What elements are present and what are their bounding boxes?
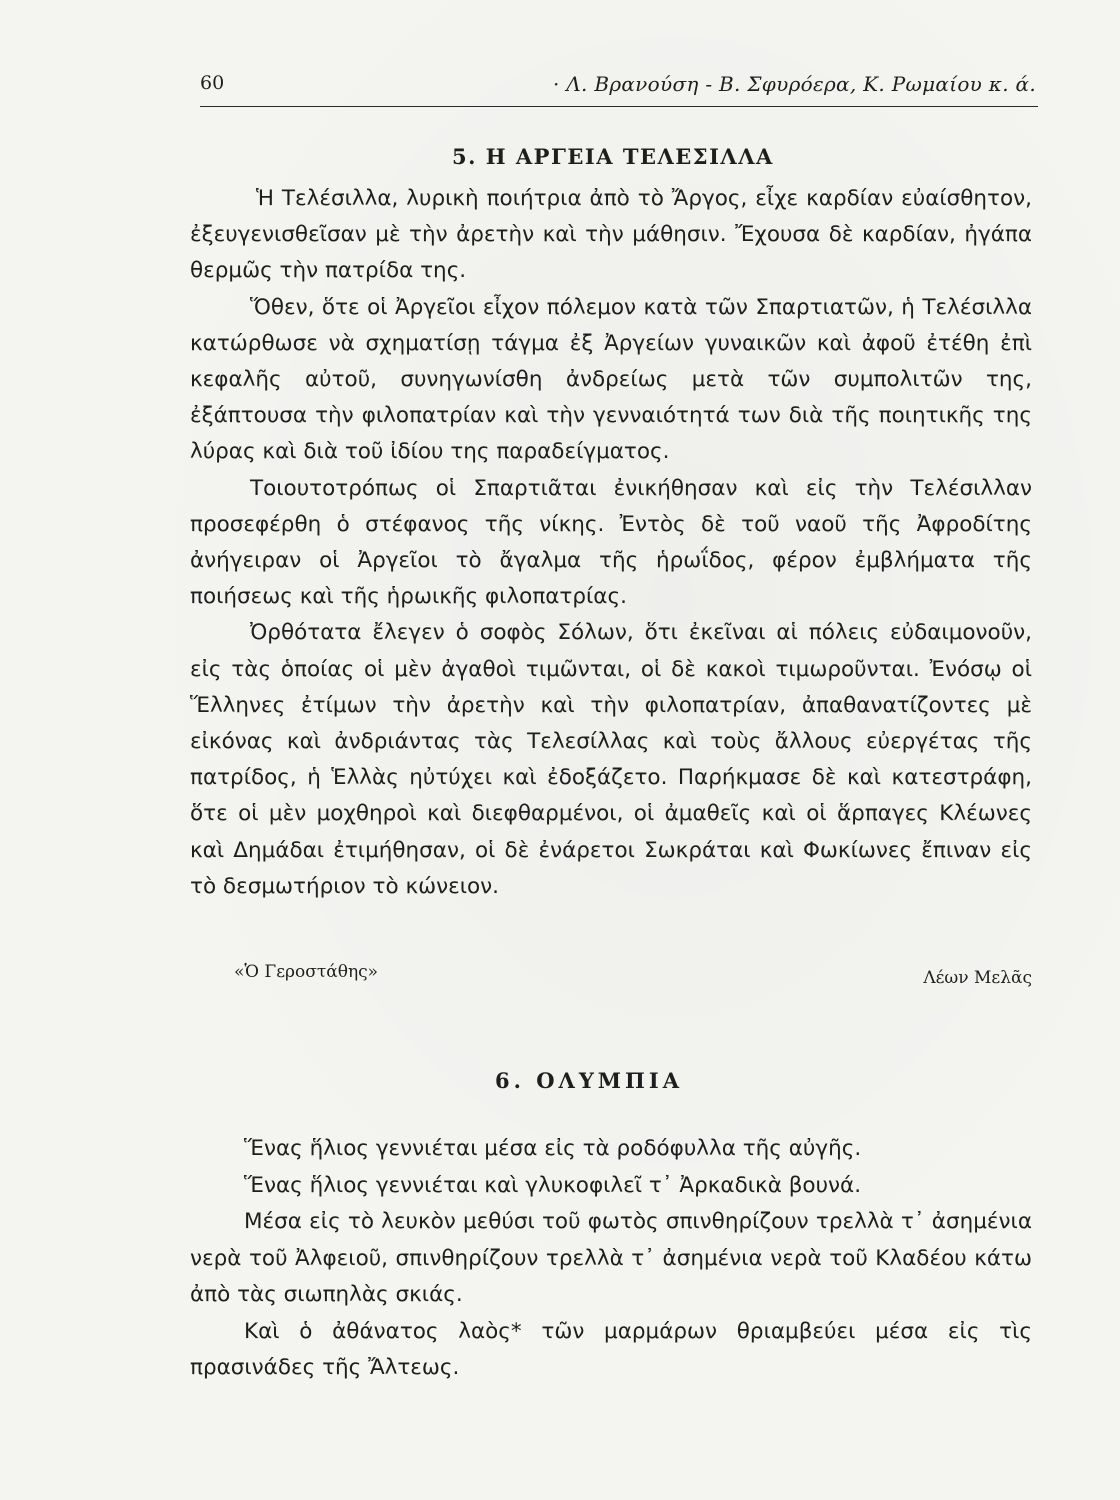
section-body-telesilla — [190, 181, 1032, 905]
source-title: «Ὁ Γεροστάθης» — [234, 962, 379, 982]
author-name: Λέων Μελᾶς — [923, 968, 1032, 988]
paragraph: Τοιουτοτρόπως οἱ Σπαρτιᾶται ἐνικήθησαν καὶ εἰς τὴν Τελέσιλλαν προσεφέρθη ὁ στέφανος τῆς νίκης. Ἐντὸς δὲ τοῦ ναοῦ τῆς Ἀφροδίτης ἀνήγειραν οἱ Ἀργεῖοι τὸ ἄγαλμα τῆς ἡρωΐδος, φέρον ἐμβλήματα τῆς ποιήσεως καὶ τῆς ἡρωικῆς φιλοπατρίας. — [190, 475, 1032, 610]
paragraph: Ὅθεν, ὅτε οἱ Ἀργεῖοι εἶχον πόλεμον κατὰ τῶν Σπαρτιατῶν, ἡ Τελέσιλλα κατώρθωσε νὰ σχηματίσῃ τάγμα ἐξ Ἀργείων γυναικῶν καὶ ἀφοῦ ἐτέθη ἐπὶ κεφαλῆς αὐτοῦ, συνηγωνίσθη ἀνδρείως μετὰ τῶν συμπολιτῶν της, ἐξάπτουσα τὴν φιλοπατρίαν καὶ τὴν γενναιότητά των διὰ τῆς ποιητικῆς της λύρας καὶ διὰ τοῦ ἰδίου της παραδείγματος. — [190, 294, 1032, 465]
section-body-olympia — [190, 1131, 1032, 1387]
paragraph: Ἡ Τελέσιλλα, λυρικὴ ποιήτρια ἀπὸ τὸ Ἄργος, εἶχε καρδίαν εὐαίσθητον, ἐξευγενισθεῖσαν μὲ τὴν ἀρετὴν καὶ τὴν μάθησιν. Ἔχουσα δὲ καρδίαν, ἠγάπα θερμῶς τὴν πατρίδα της. — [190, 186, 1032, 284]
poem-line: Μέσα εἰς τὸ λευκὸν μεθύσι τοῦ φωτὸς σπινθηρίζουν τρελλὰ τ᾽ ἀσημένια νερὰ τοῦ Ἀλφειοῦ, σπινθηρίζουν τρελλὰ τ᾽ ἀσημένια νερὰ τοῦ Κλαδέου κάτω ἀπὸ τὰς σιωπηλὰς σκιάς. — [190, 1209, 1032, 1307]
running-head: · Λ. Βρανούση - Β. Σφυρόερα, Κ. Ρωμαίου κ. ά. — [552, 72, 1036, 96]
section-title-olympia: 6. ΟΛΥΜΠΙΑ — [495, 1068, 684, 1093]
paragraph: Ὀρθότατα ἔλεγεν ὁ σοφὸς Σόλων, ὅτι ἐκεῖναι αἱ πόλεις εὐδαιμονοῦν, εἰς τὰς ὁποίας οἱ μὲν ἀγαθοὶ τιμῶνται, οἱ δὲ κακοὶ τιμωροῦνται. Ἐνόσῳ οἱ Ἕλληνες ἐτίμων τὴν ἀρετὴν καὶ τὴν φιλοπατρίαν, ἀπαθανατίζοντες μὲ εἰκόνας καὶ ἀνδριάντας τὰς Τελεσίλλας καὶ τοὺς ἄλλους εὐεργέτας τῆς πατρίδος, ἡ Ἑλλὰς ηὐτύχει καὶ ἐδοξάζετο. Παρήκμασε δὲ καὶ κατεστράφη, ὅτε οἱ μὲν μοχθηροὶ καὶ διεφθαρμένοι, οἱ ἀμαθεῖς καὶ οἱ ἅρπαγες Κλέωνες καὶ Δημάδαι ἐτιμήθησαν, οἱ δὲ ἐνάρετοι Σωκράται καὶ Φωκίωνες ἔπιναν εἰς τὸ δεσμωτήριον τὸ κώνειον. — [190, 620, 1032, 899]
poem-line: Ἕνας ἥλιος γεννιέται καὶ γλυκοφιλεῖ τ᾽ Ἀρκαδικὰ βουνά. — [244, 1172, 862, 1198]
poem-line: Ἕνας ἥλιος γεννιέται μέσα εἰς τὰ ροδόφυλλα τῆς αὐγῆς. — [244, 1136, 862, 1161]
page-number: 60 — [200, 72, 225, 94]
page-header — [200, 70, 1038, 107]
poem-line: Καὶ ὁ ἀθάνατος λαὸς* τῶν μαρμάρων θριαμβεύει μέσα εἰς τὶς πρασινάδες τῆς Ἄλτεως. — [190, 1318, 1032, 1380]
section-title-telesilla: 5. Η ΑΡΓΕΙΑ ΤΕΛΕΣΙΛΛΑ — [452, 144, 774, 169]
